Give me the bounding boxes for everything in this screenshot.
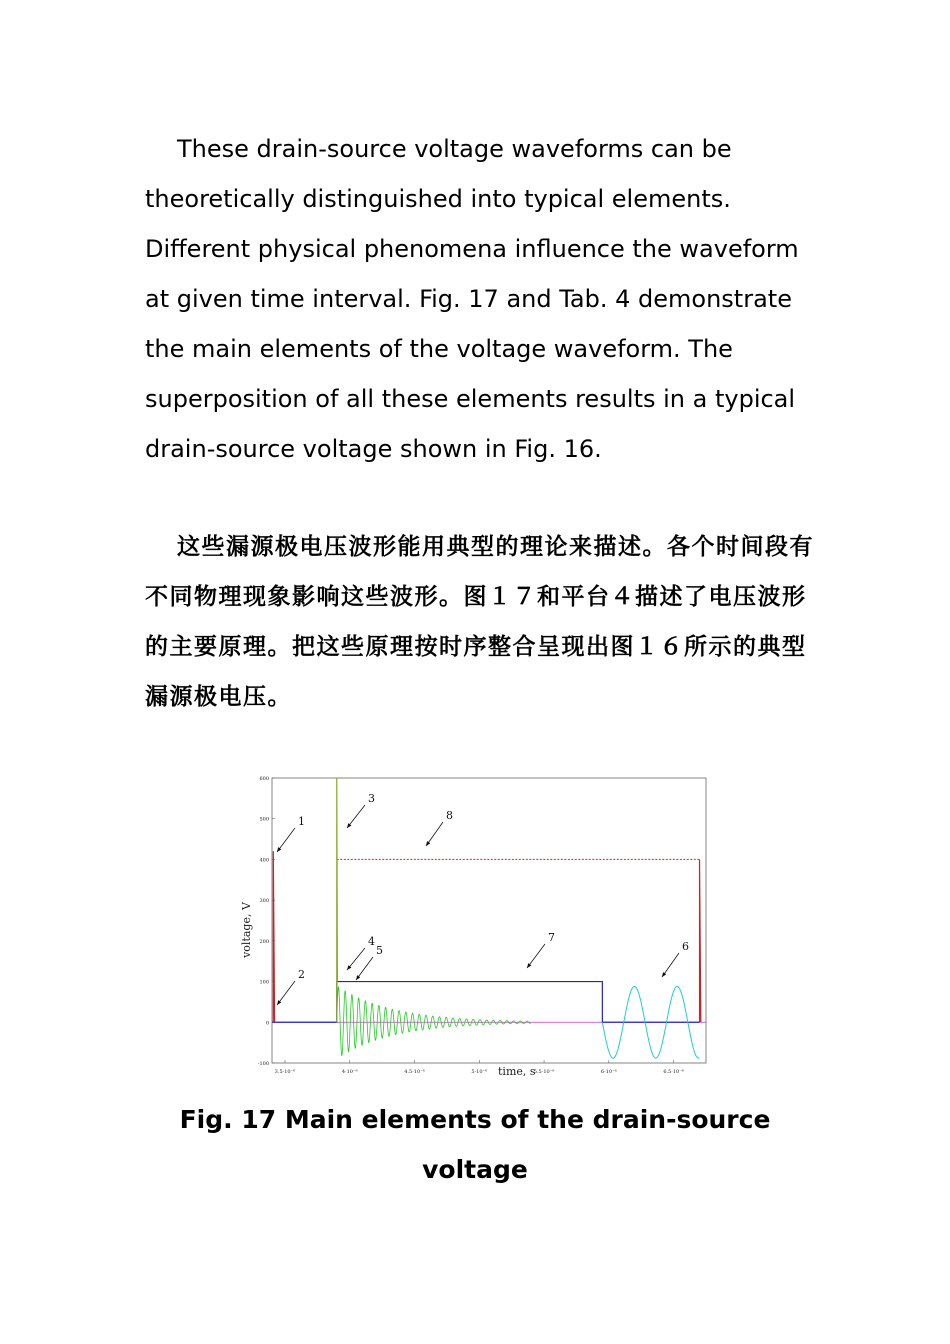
annotation-arrow-head [356, 975, 360, 980]
x-tick-label: 6·10⁻⁶ [600, 1069, 617, 1075]
series-damped-ringing [337, 987, 531, 1056]
x-tick-label: 5.5·10⁻⁶ [533, 1069, 555, 1075]
y-tick-label: 100 [259, 979, 269, 986]
series-turnoff-spike [273, 851, 274, 1022]
annotation-arrow-head [426, 841, 430, 846]
annotation-arrow-head [527, 963, 531, 968]
figure-caption: Fig. 17 Main elements of the drain-source voltage [179, 1105, 771, 1184]
annotation-number: 2 [298, 968, 305, 981]
annotation-number: 7 [548, 931, 555, 944]
annotation-number: 8 [446, 809, 453, 822]
y-axis-label: voltage, V [240, 902, 253, 958]
annotation-group [277, 792, 689, 1005]
series-overshoot-spike [337, 778, 338, 1022]
annotation-number: 3 [368, 792, 375, 805]
x-axis-ticks [275, 1060, 684, 1075]
annotation-arrow-head [277, 1000, 281, 1005]
voltage-waveform-chart [240, 770, 710, 1080]
annotation-number: 6 [682, 940, 689, 953]
chinese-paragraph-text: 这些漏源极电压波形能用典型的理论来描述。各个时间段有不同物理现象影响这些波形。图１７和平台４描述了电压波形的主要原理。把这些原理按时序整合呈现出图１６所示的典型漏源极电压。 [145, 533, 814, 710]
english-paragraph-text: These drain-source voltage waveforms can be theoretically distinguished into typical elements. Different physical phenomena influence the waveform at given time interval. Fig. 17 and Tab. 4 demonstrate the main elements of the voltage waveform. The superposition of all these elements results in a typical drain-source voltage shown in Fig. 16. [145, 135, 799, 463]
y-tick-label: 400 [259, 857, 269, 864]
y-tick-label: -100 [257, 1061, 269, 1067]
y-tick-label: 600 [259, 776, 269, 782]
y-tick-label: 200 [259, 938, 269, 945]
chinese-paragraph [145, 522, 815, 722]
x-tick-label: 5·10⁻⁶ [471, 1069, 488, 1075]
english-paragraph [145, 124, 815, 474]
annotation-number: 1 [298, 815, 305, 828]
y-tick-label: 0 [265, 1020, 269, 1027]
annotation-arrow-head [662, 972, 666, 977]
y-tick-label: 500 [259, 816, 269, 823]
series-plateau [272, 982, 700, 1023]
x-tick-label: 6.5·10⁻⁶ [663, 1069, 684, 1075]
series-group [272, 778, 706, 1058]
annotation-arrow-head [277, 847, 281, 852]
y-tick-label: 300 [259, 898, 269, 905]
x-tick-label: 4·10⁻⁶ [341, 1069, 358, 1075]
x-tick-label: 3.5·10⁻⁶ [274, 1069, 296, 1075]
series-right-spike [700, 859, 701, 1022]
x-tick-label: 4.5·10⁻⁶ [404, 1069, 425, 1075]
x-axis-label: time, s [498, 1065, 536, 1078]
y-axis-ticks [258, 776, 275, 1067]
annotation-number: 5 [376, 944, 383, 957]
annotation-number: 4 [368, 935, 375, 948]
